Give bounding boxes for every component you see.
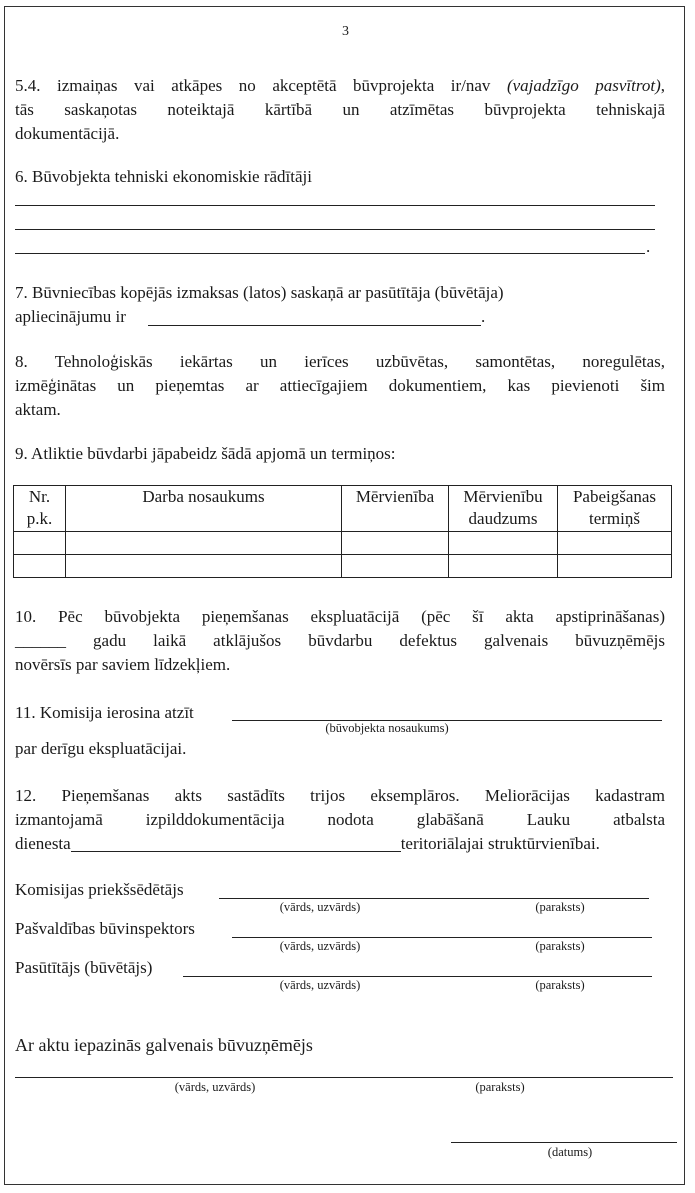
section-7 <box>15 281 665 329</box>
section-9-title: 9. Atliktie būvdarbi jāpabeidz šādā apjomā un termiņos: <box>15 444 396 463</box>
table-cell[interactable] <box>342 555 449 578</box>
section-12-line-1: 12. Pieņemšanas akts sastādīts trijos eksemplāros. Meliorācijas kadastram <box>15 786 665 805</box>
section-10-line-1: 10. Pēc būvobjekta pieņemšanas ekspluatācijā (pēc šī akta apstiprināšanas) <box>15 607 665 626</box>
section-5-4 <box>15 74 665 146</box>
table-cell[interactable] <box>558 532 672 555</box>
sign-caption: (paraksts) <box>535 978 585 992</box>
section-8 <box>15 350 665 422</box>
signature-line-client[interactable] <box>183 976 652 977</box>
col-header-nr: Nr. p.k. <box>14 486 66 532</box>
signature-label-client: Pasūtītājs (būvētājs) <box>15 958 153 977</box>
section-6-end-dot: . <box>646 237 651 256</box>
table-cell[interactable] <box>14 532 66 555</box>
date-line[interactable] <box>451 1142 677 1143</box>
section-8-line-2: izmēģinātas un pieņemtas ar attiecīgajiem dokumentiem, kas pievienoti šim <box>15 376 665 395</box>
table-header-row <box>14 486 672 532</box>
table-cell[interactable] <box>449 532 558 555</box>
section-12-line-2: izmantojamā izpilddokumentācija nodota glabāšanā Lauku atbalsta <box>15 810 665 829</box>
object-name-caption: (būvobjekta nosaukums) <box>325 721 449 735</box>
table-row <box>14 555 672 578</box>
blank-line[interactable] <box>15 205 655 206</box>
name-caption: (vārds, uzvārds) <box>279 900 361 914</box>
table-cell[interactable] <box>14 555 66 578</box>
section-10-line-3: novērsīs par saviem līdzekļiem. <box>15 655 231 674</box>
blank-line[interactable] <box>15 253 645 254</box>
section-10 <box>15 605 665 677</box>
cost-blank-line[interactable] <box>148 325 481 326</box>
section-6-title: 6. Būvobjekta tehniski ekonomiskie rādītāji <box>15 167 312 186</box>
section-8-line-3: aktam. <box>15 400 61 419</box>
signature-line-chairman[interactable] <box>219 898 649 899</box>
section-7-line-1: 7. Būvniecības kopējās izmaksas (latos) saskaņā ar pasūtītāja (būvētāja) <box>15 283 504 302</box>
section-7-line-2: apliecinājumu ir <box>15 307 126 326</box>
table-cell[interactable] <box>66 555 342 578</box>
sign-caption: (paraksts) <box>535 900 585 914</box>
col-header-deadline: Pabeigšanas termiņš <box>558 486 672 532</box>
service-blank-line[interactable] <box>71 835 401 852</box>
table-cell[interactable] <box>558 555 672 578</box>
contractor-name-caption: (vārds, uzvārds) <box>174 1080 256 1094</box>
section-5-4-line-1: 5.4. izmaiņas vai atkāpes no akceptētā būvprojekta ir/nav (vajadzīgo pasvītrot), <box>15 76 665 95</box>
section-12 <box>15 784 665 856</box>
section-5-4-line-2: tās saskaņotas noteiktajā kārtībā un atzīmētas būvprojekta tehniskajā <box>15 100 665 119</box>
col-header-quantity: Mērvienību daudzums <box>449 486 558 532</box>
contractor-signature-line[interactable] <box>15 1077 673 1078</box>
date-caption: (datums) <box>547 1145 593 1159</box>
name-caption: (vārds, uzvārds) <box>279 978 361 992</box>
blank-line[interactable] <box>15 229 655 230</box>
years-blank[interactable]: ______ <box>15 631 66 650</box>
section-10-line-2: ______ gadu laikā atklājušos būvdarbu defektus galvenais būvuzņēmējs <box>15 631 665 650</box>
table-cell[interactable] <box>449 555 558 578</box>
section-7-end-dot: . <box>481 307 486 326</box>
signature-line-building-inspector[interactable] <box>232 937 652 938</box>
table-cell[interactable] <box>342 532 449 555</box>
section-11-line-1: 11. Komisija ierosina atzīt <box>15 703 194 722</box>
table-row <box>14 532 672 555</box>
sign-caption: (paraksts) <box>535 939 585 953</box>
section-8-line-1: 8. Tehnoloģiskās iekārtas un ierīces uzbūvētas, samontētas, noregulētas, <box>15 352 665 371</box>
col-header-work-name: Darba nosaukums <box>66 486 342 532</box>
signature-label-building-inspector: Pašvaldības būvinspektors <box>15 919 195 938</box>
acquaint-title: Ar aktu iepazinās galvenais būvuzņēmējs <box>15 1035 313 1055</box>
document-page <box>4 6 685 1185</box>
section-12-line-3: dienesta teritoriālajai struktūrvienībai. <box>15 834 600 853</box>
contractor-sign-caption: (paraksts) <box>475 1080 525 1094</box>
deferred-works-table <box>13 485 672 578</box>
col-header-unit: Mērvienība <box>342 486 449 532</box>
name-caption: (vārds, uzvārds) <box>279 939 361 953</box>
table-cell[interactable] <box>66 532 342 555</box>
section-11-line-2: par derīgu ekspluatācijai. <box>15 739 187 758</box>
page-number: 3 <box>342 24 349 39</box>
section-5-4-line-3: dokumentācijā. <box>15 124 120 143</box>
signature-label-chairman: Komisijas priekšsēdētājs <box>15 880 184 899</box>
